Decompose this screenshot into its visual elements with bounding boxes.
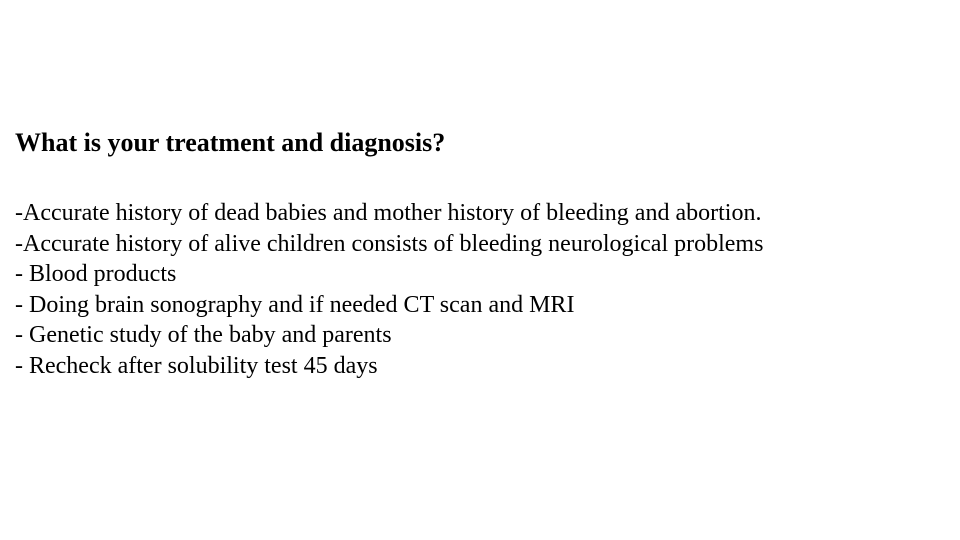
body-line: - Blood products xyxy=(15,261,177,287)
body-line: - Recheck after solubility test 45 days xyxy=(15,352,378,379)
slide-body-list xyxy=(15,198,763,381)
body-line: -Accurate history of alive children consists of bleeding neurological problems xyxy=(15,230,764,257)
slide-heading: What is your treatment and diagnosis? xyxy=(15,128,446,157)
body-line: -Accurate history of dead babies and mother history of bleeding and abortion. xyxy=(15,200,762,226)
body-line: - Genetic study of the baby and parents xyxy=(15,322,392,348)
body-line: - Doing brain sonography and if needed CT scan and MRI xyxy=(15,291,575,318)
